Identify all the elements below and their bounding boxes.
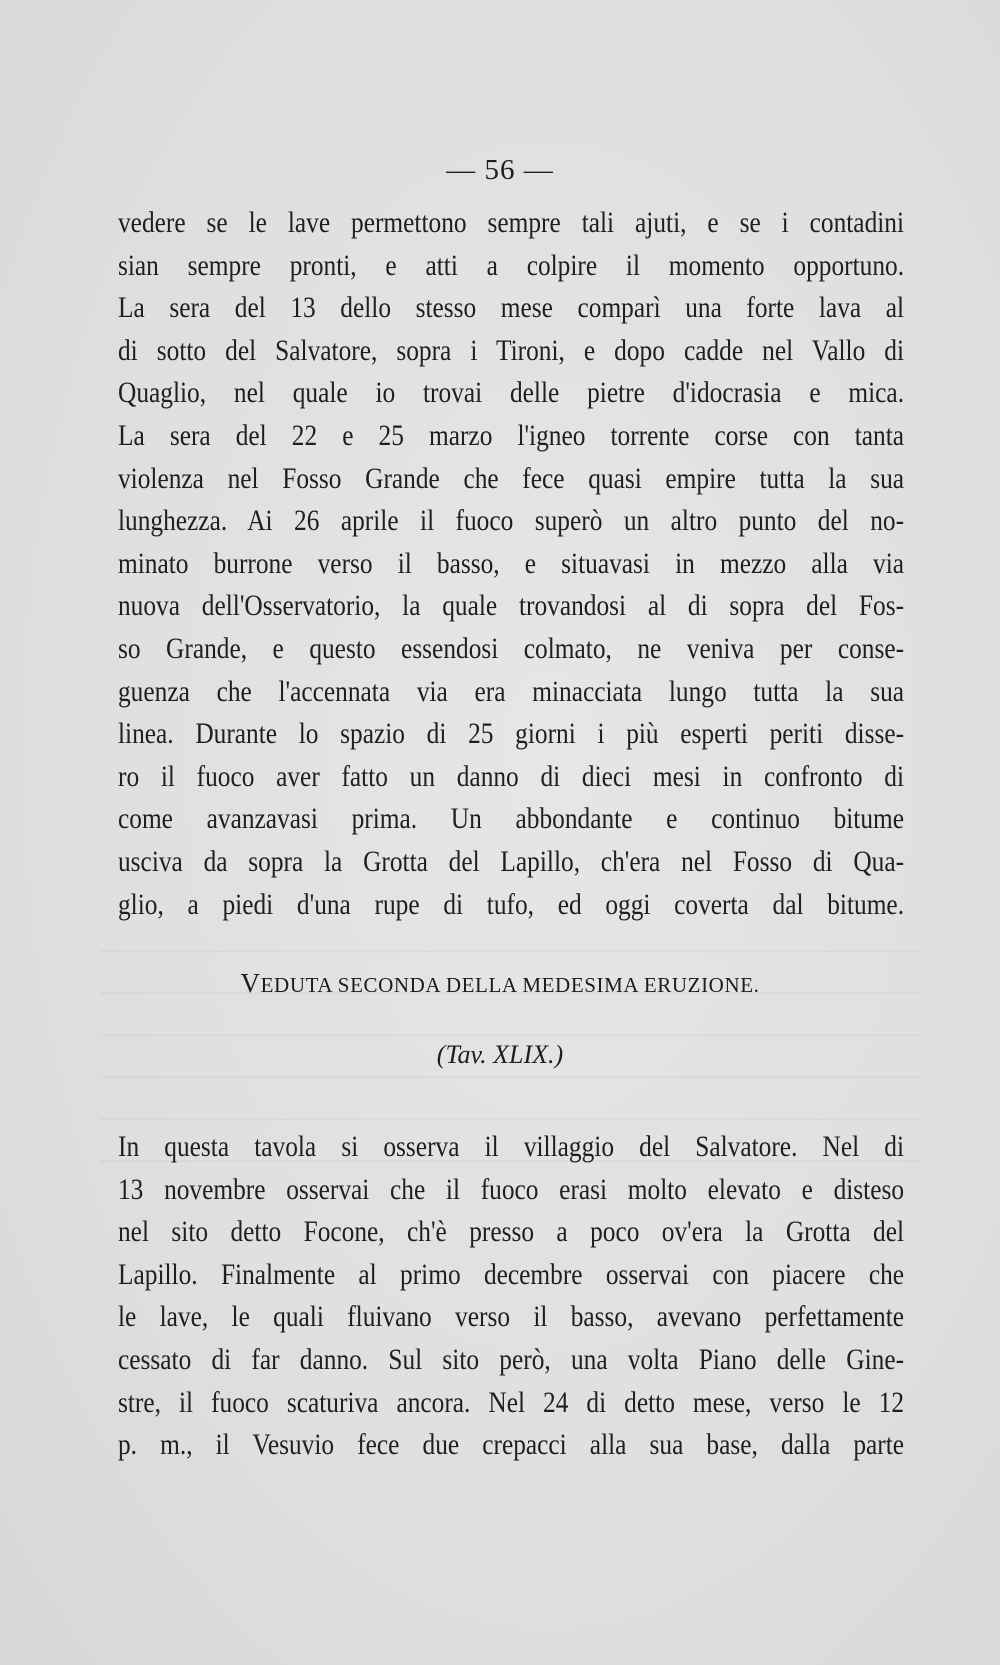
- heading-initial: V: [240, 968, 261, 998]
- plate-reference: (Tav. XLIX.): [436, 1040, 564, 1069]
- text-line: nuova dell'Osservatorio, la quale trovandosi al di sopra del Fos-: [118, 590, 905, 623]
- paragraph-1: [118, 202, 904, 926]
- text-line: Quaglio, nel quale io trovai delle pietre d'idocrasia e mica.: [118, 377, 905, 410]
- text-line: violenza nel Fosso Grande che fece quasi empire tutta la sua: [118, 462, 905, 495]
- heading-text: EDUTA SECONDA DELLA MEDESIMA ERUZIONE.: [260, 973, 760, 997]
- text-line: p. m., il Vesuvio fece due crepacci alla sua base, dalla parte: [118, 1429, 905, 1462]
- text-line: nel sito detto Focone, ch'è presso a poco ov'era la Grotta del: [118, 1216, 905, 1249]
- text-line: come avanzavasi prima. Un abbondante e continuo bitume: [118, 803, 905, 836]
- text-line: 13 novembre osservai che il fuoco erasi molto elevato e disteso: [118, 1173, 905, 1206]
- text-line: In questa tavola si osserva il villaggio del Salvatore. Nel di: [118, 1131, 905, 1163]
- text-line: La sera del 22 e 25 marzo l'igneo torrente corse con tanta: [118, 419, 905, 452]
- text-line: so Grande, e questo essendosi colmato, ne veniva per conse-: [118, 632, 905, 665]
- page-number: — 56 —: [446, 154, 554, 186]
- text-line: minato burrone verso il basso, e situavasi in mezzo alla via: [118, 547, 905, 580]
- text-line: le lave, le quali fluivano verso il basso, avevano perfettamente: [118, 1301, 905, 1334]
- text-line: cessato di far danno. Sul sito però, una volta Piano delle Gine-: [118, 1343, 905, 1376]
- text-line: usciva da sopra la Grotta del Lapillo, ch'era nel Fosso di Qua-: [118, 845, 905, 878]
- text-line: ro il fuoco aver fatto un danno di dieci mesi in confronto di: [118, 760, 905, 793]
- text-line: lunghezza. Ai 26 aprile il fuoco superò un altro punto del no-: [118, 505, 905, 538]
- text-line: Lapillo. Finalmente al primo decembre osservai con piacere che: [118, 1258, 905, 1291]
- text-line: linea. Durante lo spazio di 25 giorni i più esperti periti disse-: [118, 718, 905, 751]
- text-line: stre, il fuoco scaturiva ancora. Nel 24 di detto mese, verso le 12: [118, 1386, 905, 1419]
- text-line: glio, a piedi d'una rupe di tufo, ed oggi coverta dal bitume.: [118, 888, 905, 921]
- section-heading: [0, 968, 1000, 999]
- text-line: guenza che l'accennata via era minacciata lungo tutta la sua: [118, 675, 905, 708]
- paragraph-2: [118, 1126, 904, 1467]
- text-line: vedere se le lave permettono sempre tali ajuti, e se i contadini: [118, 207, 905, 239]
- text-line: La sera del 13 dello stesso mese comparì una forte lava al: [118, 292, 905, 325]
- text-line: sian sempre pronti, e atti a colpire il momento opportuno.: [118, 249, 905, 282]
- text-line: di sotto del Salvatore, sopra i Tironi, e dopo cadde nel Vallo di: [118, 334, 905, 367]
